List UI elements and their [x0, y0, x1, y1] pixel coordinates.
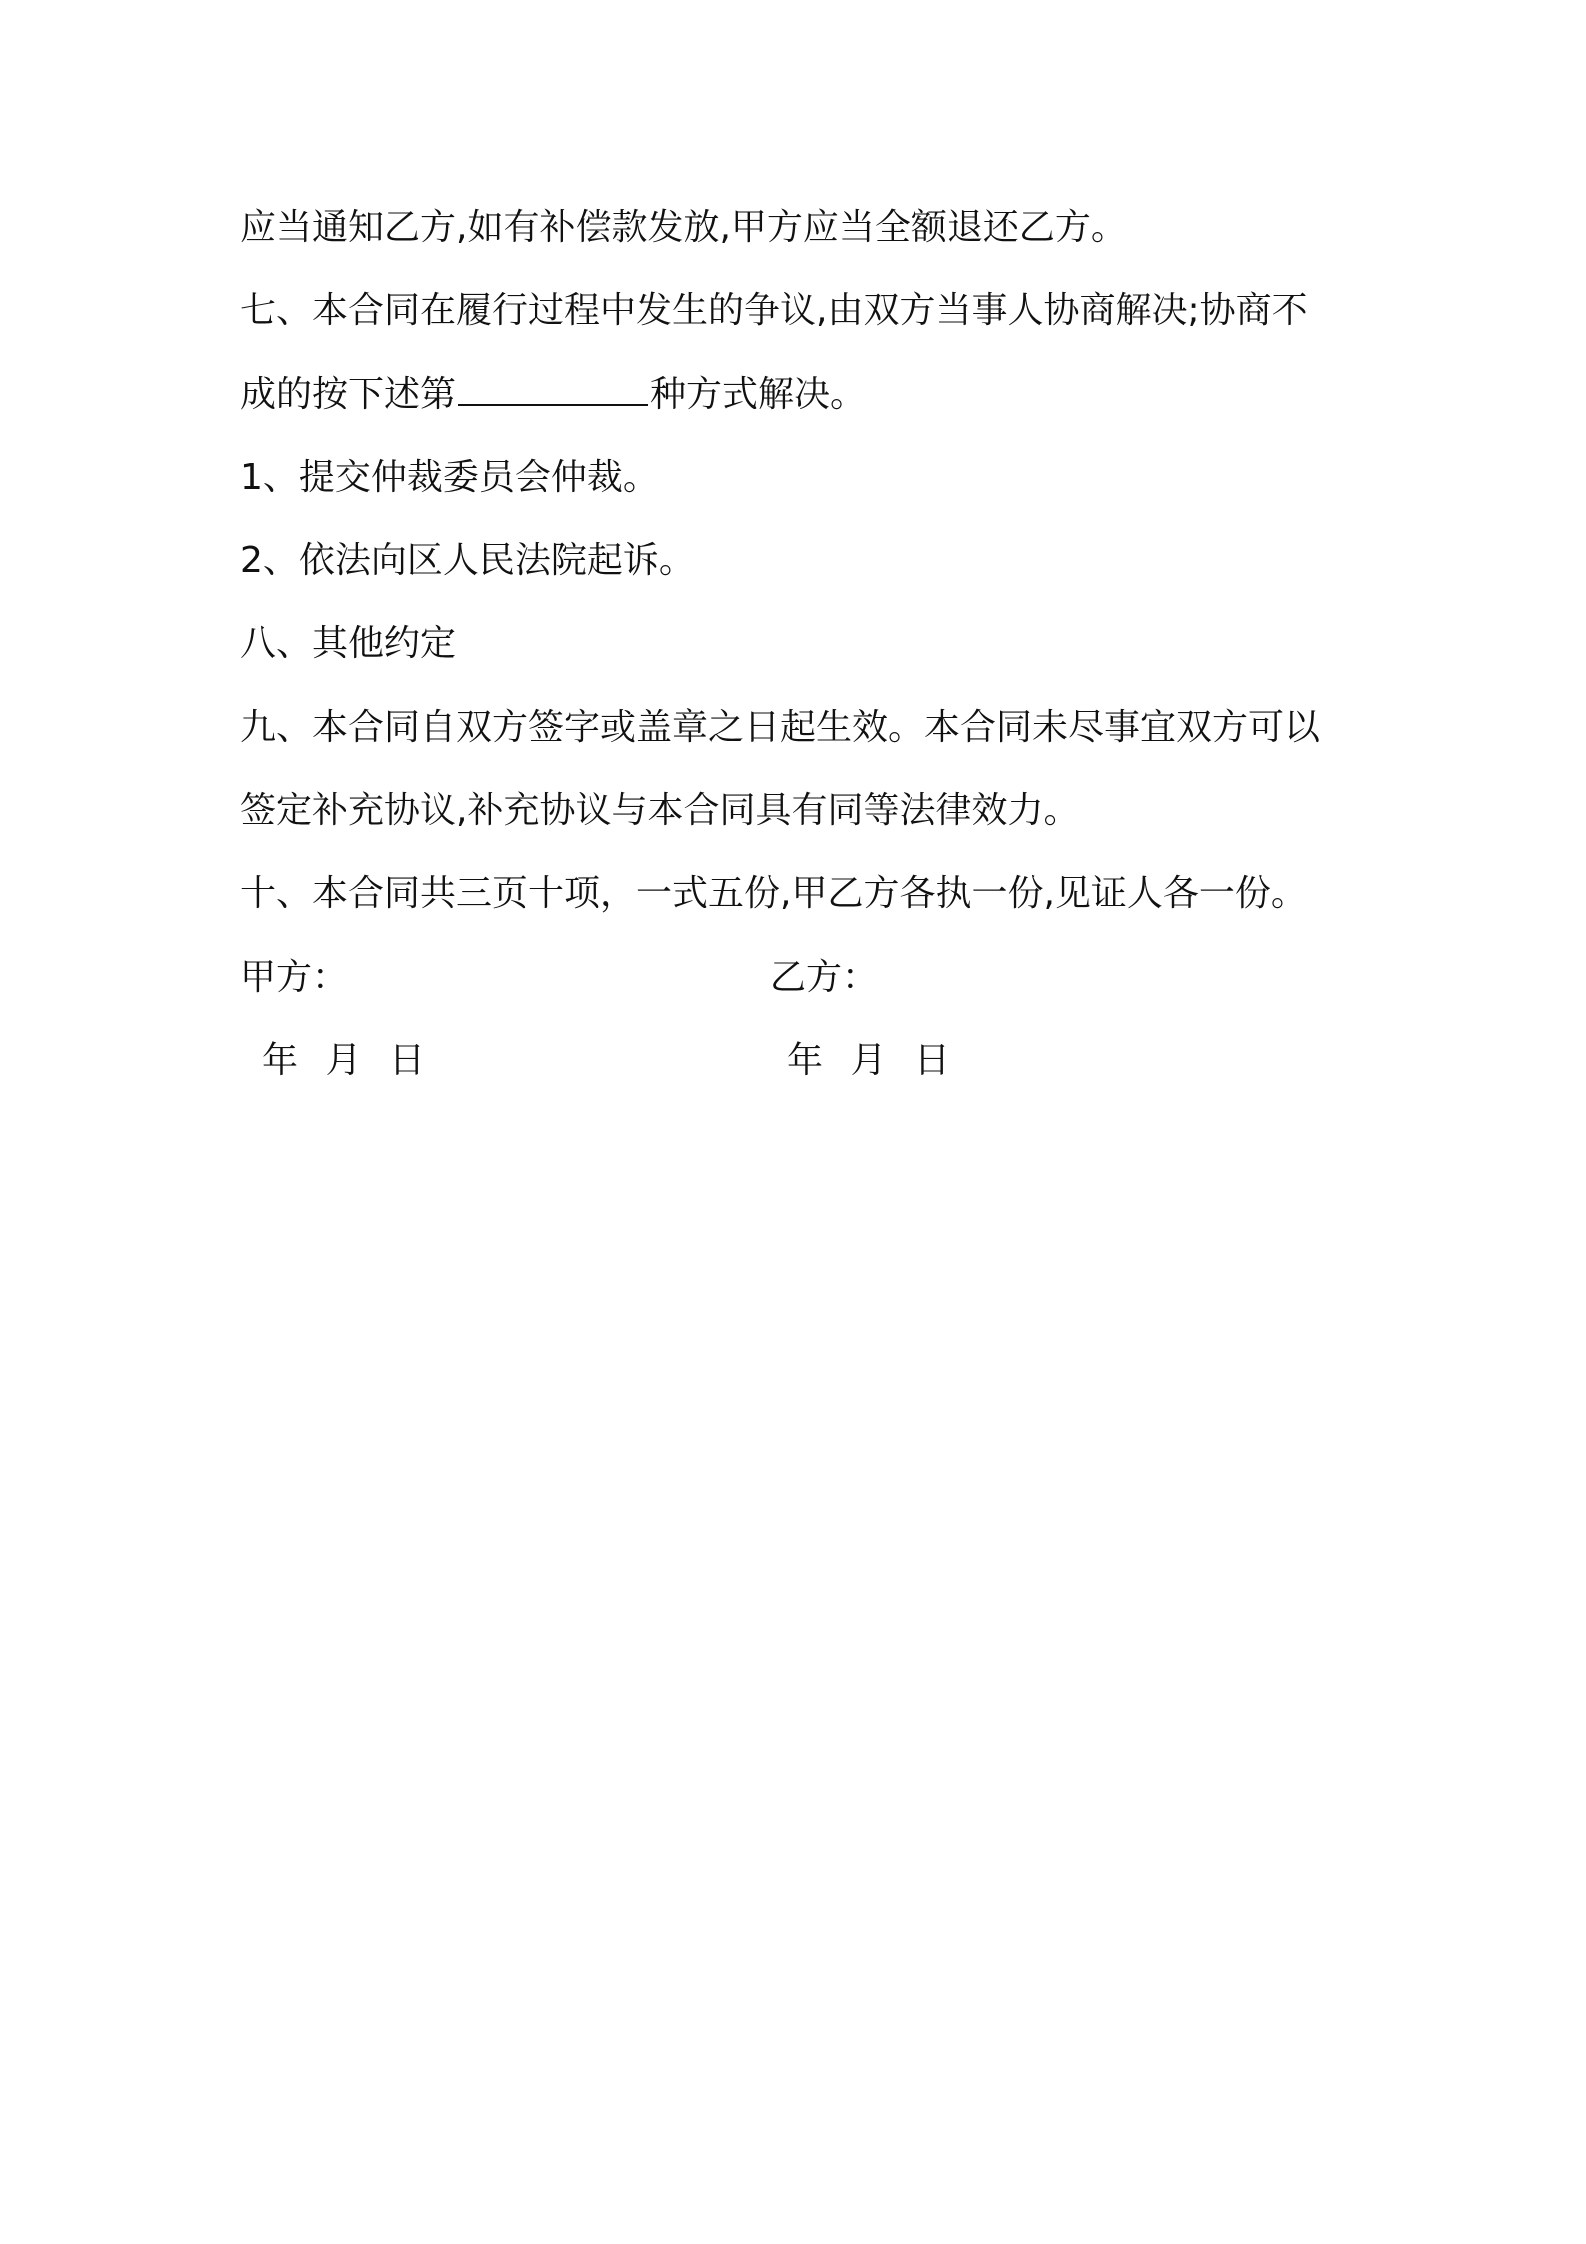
fill-in-blank[interactable] — [458, 374, 648, 406]
dispute-option-1: 1、提交仲裁委员会仲裁。 — [240, 457, 659, 498]
clause-nine-continuation: 签定补充协议,补充协议与本合同具有同等法律效力。 — [240, 790, 1080, 831]
clause-eight: 八、其他约定 — [240, 623, 457, 664]
party-a-date — [262, 1038, 425, 1084]
party-a-date-month: 月 — [325, 1040, 362, 1081]
clause-seven-text-before-blank: 成的按下述第 — [240, 374, 457, 415]
party-a-date-year: 年 — [262, 1040, 299, 1081]
clause-nine: 九、本合同自双方签字或盖章之日起生效。本合同未尽事宜双方可以 — [240, 707, 1321, 748]
clause-seven-continuation — [240, 372, 1360, 418]
party-b-label: 乙方： — [770, 957, 879, 998]
party-b-date-month: 月 — [850, 1040, 887, 1081]
clause-six-continuation: 应当通知乙方,如有补偿款发放,甲方应当全额退还乙方。 — [240, 207, 1127, 248]
party-a-date-day: 日 — [388, 1040, 425, 1081]
party-a-label: 甲方： — [240, 957, 349, 998]
dispute-option-2: 2、依法向区人民法院起诉。 — [240, 540, 695, 581]
party-b-date-year: 年 — [787, 1040, 824, 1081]
clause-ten: 十、本合同共三页十项，一式五份,甲乙方各执一份,见证人各一份。 — [240, 873, 1307, 914]
clause-seven-text-after-blank: 种方式解决。 — [650, 374, 867, 415]
party-b-date-day: 日 — [913, 1040, 950, 1081]
clause-seven: 七、本合同在履行过程中发生的争议,由双方当事人协商解决;协商不 — [240, 290, 1308, 331]
party-b-date — [787, 1038, 950, 1084]
